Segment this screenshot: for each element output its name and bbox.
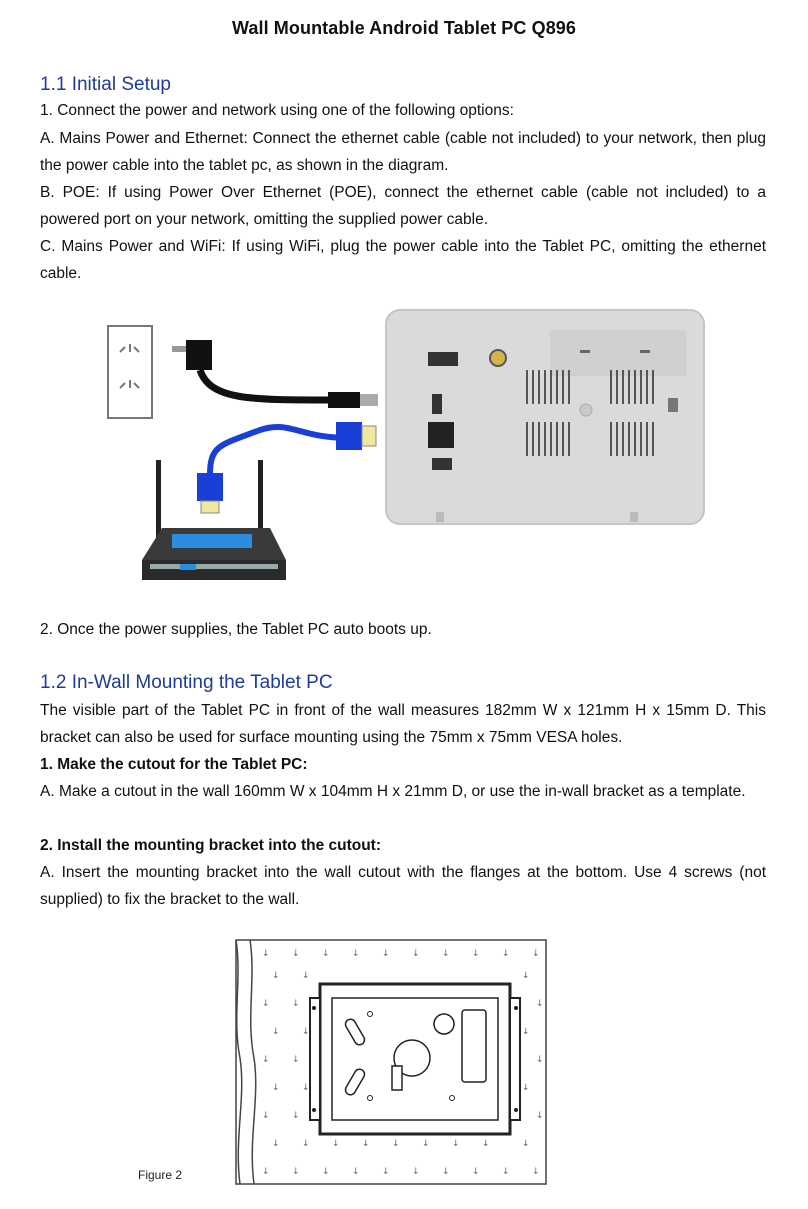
- svg-text:↓: ↓: [262, 999, 270, 1009]
- ethernet-cable-icon: [197, 422, 376, 513]
- svg-text:↓: ↓: [532, 949, 540, 959]
- svg-text:↓: ↓: [272, 1027, 280, 1037]
- svg-text:↓: ↓: [292, 999, 300, 1009]
- svg-text:↓: ↓: [272, 1083, 280, 1093]
- figure-2-caption: Figure 2: [138, 1168, 183, 1182]
- setup-option-a: A. Mains Power and Ethernet: Connect the ethernet cable (cable not included) to your network, then plug the power cable into the tablet pc, as shown in the diagram.: [40, 130, 766, 174]
- svg-text:↓: ↓: [522, 1083, 530, 1093]
- svg-text:↓: ↓: [352, 1167, 360, 1177]
- svg-text:↓: ↓: [482, 1139, 490, 1149]
- svg-text:↓: ↓: [522, 1139, 530, 1149]
- svg-text:↓: ↓: [412, 1167, 420, 1177]
- section-heading-in-wall-mounting: 1.2 In-Wall Mounting the Tablet PC: [40, 672, 333, 693]
- svg-text:↓: ↓: [302, 971, 310, 981]
- svg-text:↓: ↓: [362, 1139, 370, 1149]
- mounting-step-1-text: A. Make a cutout in the wall 160mm W x 104mm H x 21mm D, or use the in-wall bracket as a template.: [40, 783, 746, 800]
- power-cable-icon: [172, 340, 378, 408]
- svg-text:↓: ↓: [536, 1111, 544, 1121]
- svg-text:↓: ↓: [522, 971, 530, 981]
- svg-text:↓: ↓: [262, 1167, 270, 1177]
- svg-text:↓: ↓: [452, 1139, 460, 1149]
- svg-text:↓: ↓: [302, 1083, 310, 1093]
- svg-text:↓: ↓: [272, 1139, 280, 1149]
- svg-text:↓: ↓: [472, 949, 480, 959]
- svg-text:↓: ↓: [532, 1167, 540, 1177]
- mounting-bracket-icon: [310, 984, 520, 1134]
- svg-text:↓: ↓: [382, 949, 390, 959]
- mounting-step-2-text: A. Insert the mounting bracket into the wall cutout with the flanges at the bottom. Use 4 screws (not supplied) to fix the bracket to the wall.: [40, 864, 766, 908]
- svg-text:↓: ↓: [502, 1167, 510, 1177]
- svg-text:↓: ↓: [392, 1139, 400, 1149]
- setup-option-c: C. Mains Power and WiFi: If using WiFi, plug the power cable into the Tablet PC, omitting the ethernet cable.: [40, 238, 766, 282]
- svg-text:↓: ↓: [442, 1167, 450, 1177]
- svg-text:↓: ↓: [262, 1055, 270, 1065]
- svg-text:↓: ↓: [442, 949, 450, 959]
- setup-intro: 1. Connect the power and network using one of the following options:: [40, 102, 514, 119]
- document-title: Wall Mountable Android Tablet PC Q896: [231, 18, 577, 38]
- setup-option-b: B. POE: If using Power Over Ethernet (POE), connect the ethernet cable (cable not included) to a powered port on your network, omitting the supplied power cable.: [40, 184, 766, 228]
- svg-text:↓: ↓: [472, 1167, 480, 1177]
- wall-outlet-icon: [108, 326, 152, 418]
- svg-text:↓: ↓: [382, 1167, 390, 1177]
- svg-text:↓: ↓: [422, 1139, 430, 1149]
- section-heading-initial-setup: 1.1 Initial Setup: [40, 74, 171, 95]
- svg-text:↓: ↓: [352, 949, 360, 959]
- svg-text:↓: ↓: [332, 1139, 340, 1149]
- setup-step-2: 2. Once the power supplies, the Tablet PC auto boots up.: [40, 621, 432, 638]
- svg-text:↓: ↓: [536, 999, 544, 1009]
- svg-text:↓: ↓: [292, 1055, 300, 1065]
- svg-text:↓: ↓: [322, 1167, 330, 1177]
- tablet-back-icon: [386, 310, 704, 524]
- svg-text:↓: ↓: [262, 949, 270, 959]
- svg-text:↓: ↓: [292, 1167, 300, 1177]
- mounting-step-2-heading: 2. Install the mounting bracket into the cutout:: [40, 837, 382, 854]
- connection-diagram: [100, 300, 710, 590]
- svg-text:↓: ↓: [536, 1055, 544, 1065]
- svg-text:↓: ↓: [412, 949, 420, 959]
- svg-text:↓: ↓: [502, 949, 510, 959]
- mounting-bracket-diagram: [232, 938, 550, 1188]
- svg-text:↓: ↓: [322, 949, 330, 959]
- svg-text:↓: ↓: [262, 1111, 270, 1121]
- svg-text:↓: ↓: [292, 1111, 300, 1121]
- svg-text:↓: ↓: [292, 949, 300, 959]
- svg-text:↓: ↓: [522, 1027, 530, 1037]
- svg-text:↓: ↓: [302, 1027, 310, 1037]
- mounting-step-1-heading: 1. Make the cutout for the Tablet PC:: [40, 756, 308, 773]
- svg-text:↓: ↓: [302, 1139, 310, 1149]
- svg-text:↓: ↓: [272, 971, 280, 981]
- mounting-dimensions: The visible part of the Tablet PC in front of the wall measures 182mm W x 121mm H x 15mm D. This bracket can also be used for surface mounting using the 75mm x 75mm VESA holes.: [40, 702, 766, 746]
